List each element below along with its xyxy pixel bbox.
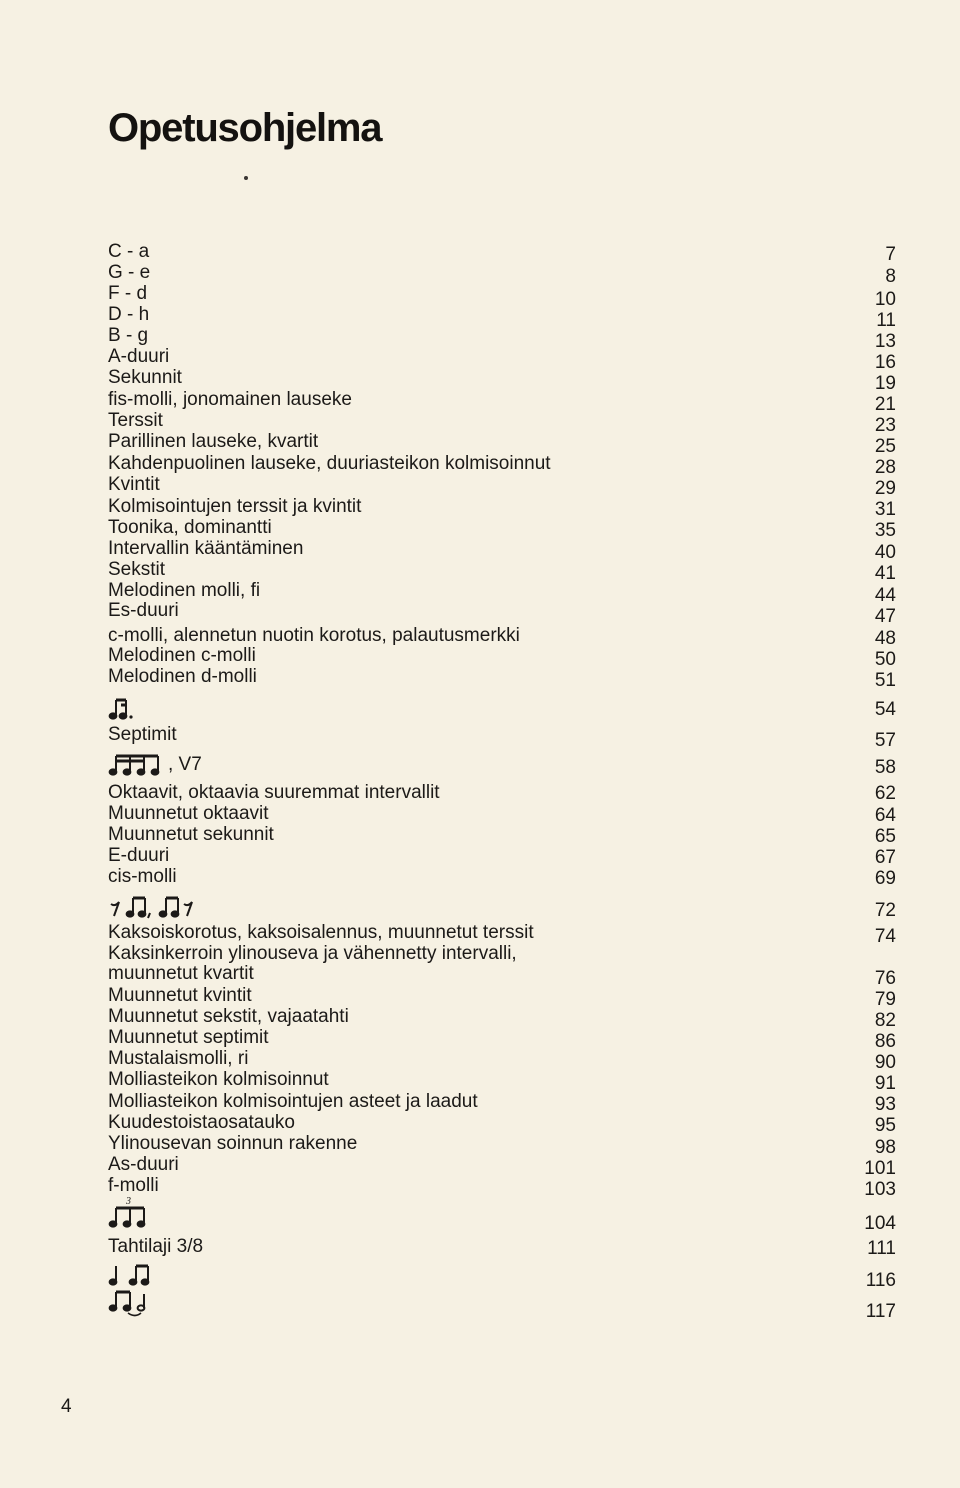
toc-entry-title: [108, 1133, 357, 1155]
quarter-two-eighths-rhythm-icon: [108, 1262, 156, 1288]
toc-entry: [108, 1133, 896, 1158]
toc-entry-label: Toonika, dominantti: [108, 517, 272, 538]
toc-entry: [108, 1027, 896, 1052]
toc-entry: [108, 367, 896, 394]
toc-entry-title: [108, 1196, 152, 1230]
toc-entry: [108, 580, 896, 606]
toc-entry-title: [108, 1006, 349, 1028]
toc-entry: [108, 1175, 896, 1200]
toc-entry-label: Kaksinkerroin ylinouseva ja vähennetty intervalli,: [108, 943, 517, 964]
toc-entry-title: [108, 559, 165, 581]
toc-entry: [108, 666, 896, 691]
toc-entry-title: [108, 724, 177, 746]
toc-entry-label: G - e: [108, 262, 151, 283]
toc-entry-label: Kolmisointujen terssit ja kvintit: [108, 496, 362, 517]
toc-entry-title: [108, 922, 534, 944]
toc-entry-label: Intervallin kääntäminen: [108, 538, 304, 559]
toc-entry: [108, 943, 896, 965]
toc-entry-title: [108, 845, 169, 867]
toc-entry: [108, 1236, 896, 1258]
toc-entry-page: 93: [874, 1094, 896, 1115]
toc-entry-label: Kuudestoistaosatauko: [108, 1112, 295, 1133]
toc-entry-title: [108, 474, 160, 496]
toc-entry: [108, 645, 896, 670]
toc-entry: [108, 803, 896, 825]
toc-entry: [108, 600, 896, 627]
toc-entry-page: 90: [874, 1052, 896, 1073]
toc-entry-title: [108, 283, 147, 305]
toc-entry-title: [108, 1262, 156, 1288]
toc-entry-page: 57: [874, 730, 896, 751]
toc-entry: [108, 1266, 896, 1291]
toc-entry-title: [108, 600, 179, 622]
toc-entry-title: [108, 346, 169, 368]
toc-entry-page: 10: [874, 289, 896, 310]
toc-entry: [108, 1091, 896, 1113]
toc-entry-label: Es-duuri: [108, 600, 179, 621]
toc-entry-label: Muunnetut sekstit, vajaatahti: [108, 1006, 349, 1027]
toc-entry: [108, 431, 896, 457]
toc-entry: [108, 346, 896, 373]
toc-entry-title: [108, 1027, 269, 1049]
toc-entry-label: , V7: [168, 754, 202, 776]
toc-entry-title: [108, 1154, 179, 1176]
toc-entry-title: [108, 752, 202, 778]
toc-entry-title: [108, 496, 361, 518]
toc-entry-page: 44: [874, 585, 896, 606]
toc-entry-page: 11: [876, 310, 896, 331]
toc-entry-label: f-molli: [108, 1175, 159, 1196]
toc-entry: [108, 410, 896, 436]
triplet-eighths-rhythm-icon: [108, 1196, 152, 1230]
rest-eighths-rhythm-icon: [108, 894, 200, 920]
toc-entry: [108, 559, 896, 584]
toc-entry-label: Kvintit: [108, 474, 160, 495]
toc-entry-label: Tahtilaji 3/8: [108, 1236, 204, 1257]
toc-entry: [108, 625, 896, 647]
toc-entry-title: [108, 782, 440, 804]
toc-entry-label: Muunnetut sekunnit: [108, 824, 274, 845]
toc-entry-page: 76: [874, 968, 896, 989]
toc-entry-page: 65: [874, 826, 896, 847]
toc-entry: [108, 538, 896, 563]
toc-entry-label: Molliasteikon kolmisoinnut: [108, 1069, 329, 1090]
toc-entry-page: 13: [874, 331, 896, 352]
toc-entry-title: [108, 645, 256, 667]
toc-entry: [108, 756, 896, 778]
toc-entry-label: Melodinen molli, fi: [108, 580, 261, 601]
toc-entry-title: [108, 1236, 203, 1258]
toc-entry-page: 91: [874, 1073, 896, 1094]
toc-entry-page: 101: [864, 1158, 896, 1179]
toc-entry: [108, 496, 896, 518]
toc-entry-page: 25: [874, 436, 896, 457]
toc-entry-page: 98: [874, 1137, 896, 1158]
toc-entry-page: 67: [874, 847, 896, 868]
toc-entry: [108, 724, 896, 751]
toc-entry-page: 116: [865, 1270, 896, 1291]
toc-entry-page: 19: [874, 373, 896, 394]
page-number: 4: [61, 1396, 72, 1417]
toc-entry-label: Sekstit: [108, 559, 166, 580]
toc-entry-page: 50: [874, 649, 896, 670]
toc-entry-page: 82: [874, 1010, 896, 1031]
toc-entry-title: [108, 580, 260, 602]
toc-entry-title: [108, 538, 303, 560]
toc-entry-page: 29: [874, 478, 896, 499]
toc-entry: [108, 1196, 896, 1234]
toc-entry-title: [108, 304, 149, 326]
toc-entry-title: [108, 1091, 478, 1113]
toc-entry-page: 54: [874, 699, 896, 720]
toc-entry-page: 51: [874, 670, 896, 691]
toc-entry-label: Sekunnit: [108, 367, 182, 388]
toc-entry: [108, 262, 896, 287]
toc-entry-page: 23: [874, 415, 896, 436]
toc-entry: [108, 1048, 896, 1073]
toc-entry: [108, 1112, 896, 1134]
toc-entry-label: Melodinen d-molli: [108, 666, 257, 687]
toc-entry: [108, 963, 896, 989]
svg-text:3: 3: [126, 1196, 131, 1207]
toc-entry-label: Kaksoiskorotus, kaksoisalennus, muunnetut terssit: [108, 922, 534, 943]
toc-entry-title: [108, 985, 252, 1007]
toc-entry-label: cis-molli: [108, 866, 177, 887]
toc-entry-label: Muunnetut kvintit: [108, 985, 252, 1006]
toc-entry-page: 69: [874, 868, 896, 889]
toc-entry-page: 21: [874, 394, 896, 415]
toc-entry-title: [108, 517, 272, 539]
toc-entry: [108, 453, 896, 478]
toc-entry-label: Kahdenpuolinen lauseke, duuriasteikon kolmisoinnut: [108, 453, 551, 474]
toc-entry-page: 28: [874, 457, 896, 478]
toc-entry-title: [108, 262, 150, 284]
toc-entry-page: 64: [874, 805, 896, 826]
toc-entry-page: 47: [874, 606, 896, 627]
dotted-eighth-sixteen-rhythm-icon: [108, 696, 134, 722]
toc-entry-page: 111: [867, 1238, 896, 1259]
toc-entry-page: 104: [864, 1213, 896, 1234]
toc-entry-label: Mustalaismolli, ri: [108, 1048, 249, 1069]
toc-entry: [108, 845, 896, 867]
toc-entry-page: 103: [864, 1179, 896, 1200]
toc-entry: [108, 304, 896, 331]
toc-entry: [108, 517, 896, 539]
toc-entry-page: 48: [874, 628, 896, 649]
toc-entry: [108, 1006, 896, 1031]
toc-entry-page: 74: [874, 926, 896, 947]
toc-entry-title: [108, 894, 200, 920]
toc-entry: [108, 824, 896, 846]
toc-entry-title: [108, 625, 520, 647]
four-sixteenths-rhythm-icon: [108, 752, 168, 778]
toc-entry-label: Muunnetut septimit: [108, 1027, 269, 1048]
toc-entry-label: Oktaavit, oktaavia suuremmat intervallit: [108, 782, 440, 803]
toc-entry: [108, 325, 896, 352]
toc-entry-page: 31: [874, 499, 896, 520]
toc-entry-title: [108, 1288, 160, 1318]
toc-entry-label: Molliasteikon kolmisointujen asteet ja laadut: [108, 1091, 478, 1112]
toc-entry-page: 117: [865, 1301, 896, 1322]
toc-entry: [108, 474, 896, 499]
toc-entry-title: [108, 824, 274, 846]
toc-entry-page: 58: [874, 757, 896, 778]
toc-entry: [108, 283, 896, 310]
toc-entry: [108, 241, 896, 263]
toc-entry-title: [108, 866, 177, 888]
toc-entry-title: [108, 1175, 159, 1197]
toc-entry-label: fis-molli, jonomainen lauseke: [108, 389, 352, 410]
toc-entry: [108, 898, 896, 920]
toc-entry-label: As-duuri: [108, 1154, 179, 1175]
ink-dot: [244, 176, 248, 180]
toc-entry-page: 79: [874, 989, 896, 1010]
toc-entry-title: [108, 943, 517, 965]
toc-entry-title: [108, 666, 257, 688]
toc-entry-title: [108, 453, 551, 475]
toc-entry-title: [108, 1069, 329, 1091]
toc-entry-page: 35: [874, 520, 896, 541]
toc-entry-page: 16: [874, 352, 896, 373]
toc-entry-label: E-duuri: [108, 845, 170, 866]
toc-entry-page: 41: [874, 563, 896, 584]
toc-entry-page: 72: [874, 900, 896, 921]
toc-entry-label: Ylinousevan soinnun rakenne: [108, 1133, 358, 1154]
toc-entry-page: 7: [885, 244, 896, 265]
toc-entry-title: [108, 410, 163, 432]
toc-entry-label: Melodinen c-molli: [108, 645, 256, 666]
tied-eighths-rhythm-icon: [108, 1288, 160, 1318]
toc-entry-title: [108, 1048, 248, 1070]
toc-entry-label: D - h: [108, 304, 150, 325]
toc-entry-title: [108, 1112, 295, 1134]
toc-entry-label: F - d: [108, 283, 148, 304]
toc-entry-title: [108, 431, 318, 453]
toc-entry: [108, 700, 896, 722]
toc-entry-title: [108, 241, 149, 263]
toc-entry-label: Terssit: [108, 410, 163, 431]
toc-entry-title: [108, 325, 148, 347]
page-title: Opetusohjelma: [108, 106, 382, 150]
toc-entry-label: Muunnetut oktaavit: [108, 803, 269, 824]
toc-entry-label: Septimit: [108, 724, 177, 745]
toc-entry: [108, 1069, 896, 1094]
toc-entry: [108, 866, 896, 888]
toc-entry-label: A-duuri: [108, 346, 170, 367]
toc-entry: [108, 1154, 896, 1179]
toc-entry-label: Parillinen lauseke, kvartit: [108, 431, 319, 452]
toc-entry-page: 95: [874, 1115, 896, 1136]
toc-entry: [108, 782, 896, 804]
toc-entry-page: 40: [874, 542, 896, 563]
toc-entry-page: 62: [874, 783, 896, 804]
toc-entry-label: B - g: [108, 325, 149, 346]
toc-entry-label: C - a: [108, 241, 150, 262]
toc-entry-title: [108, 367, 182, 389]
toc-entry-page: 86: [874, 1031, 896, 1052]
toc-entry-label: c-molli, alennetun nuotin korotus, palautusmerkki: [108, 625, 520, 646]
toc-entry-title: [108, 963, 254, 985]
toc-entry-title: [108, 803, 269, 825]
toc-entry: [108, 922, 896, 947]
toc-entry: [108, 1296, 896, 1322]
toc-entry-page: 8: [885, 266, 896, 287]
toc-entry-label: muunnetut kvartit: [108, 963, 254, 984]
toc-entry-title: [108, 389, 352, 411]
toc-entry-title: [108, 696, 134, 722]
toc-entry: [108, 389, 896, 415]
toc-entry: [108, 985, 896, 1010]
